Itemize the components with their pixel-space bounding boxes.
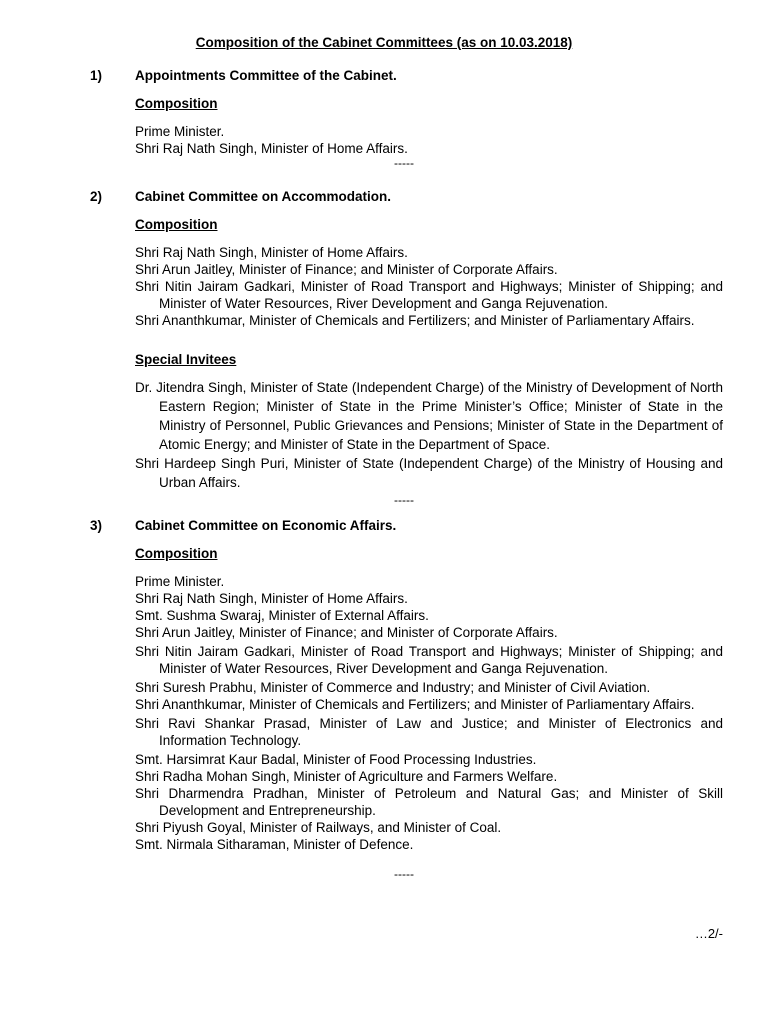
member-entry: Shri Arun Jaitley, Minister of Finance; and Minister of Corporate Affairs. bbox=[135, 625, 558, 640]
composition-label: Composition bbox=[135, 96, 218, 111]
member-entry: Smt. Nirmala Sitharaman, Minister of Defence. bbox=[135, 837, 414, 852]
member-entry: Smt. Sushma Swaraj, Minister of External Affairs. bbox=[135, 608, 429, 623]
member-entry: Shri Ananthkumar, Minister of Chemicals and Fertilizers; and Minister of Parliamentary Affairs. bbox=[135, 313, 695, 328]
member-entry: Smt. Harsimrat Kaur Badal, Minister of Food Processing Industries. bbox=[135, 752, 537, 767]
section-separator: ----- bbox=[394, 156, 414, 170]
section-separator: ----- bbox=[394, 867, 414, 881]
composition-label: Composition bbox=[135, 546, 218, 561]
invitee-entry: Shri Hardeep Singh Puri, Minister of State (Independent Charge) of the Ministry of Housing and Urban Affairs. bbox=[135, 456, 723, 490]
section-number: 1) bbox=[90, 68, 103, 83]
composition-label: Composition bbox=[135, 217, 218, 232]
section-number: 2) bbox=[90, 189, 103, 204]
special-invitees-label: Special Invitees bbox=[135, 352, 237, 367]
section-title: Appointments Committee of the Cabinet. bbox=[135, 68, 397, 83]
member-entry: Shri Ananthkumar, Minister of Chemicals and Fertilizers; and Minister of Parliamentary Affairs. bbox=[135, 697, 695, 712]
member-entry: Prime Minister. bbox=[135, 574, 225, 589]
member-entry: Prime Minister. bbox=[135, 124, 225, 139]
section-1-members bbox=[135, 123, 723, 157]
member-entry: Shri Arun Jaitley, Minister of Finance; and Minister of Corporate Affairs. bbox=[135, 262, 558, 277]
section-title: Cabinet Committee on Accommodation. bbox=[135, 189, 392, 204]
section-number: 3) bbox=[90, 518, 103, 533]
invitee-entry: Dr. Jitendra Singh, Minister of State (Independent Charge) of the Ministry of Development of North Eastern Region; Minister of State in the Prime Minister’s Office; Minister of State in the Ministry of Personnel, Public Grievances and Pensions; Minister of State in the Department of Atomic Energy; and Minister of State in the Department of Space. bbox=[135, 380, 723, 452]
section-separator: ----- bbox=[394, 493, 414, 507]
member-entry: Shri Dharmendra Pradhan, Minister of Petroleum and Natural Gas; and Minister of Skill Development and Entrepreneurship. bbox=[135, 786, 723, 818]
member-entry: Shri Nitin Jairam Gadkari, Minister of Road Transport and Highways; Minister of Shipping; and Minister of Water Resources, River Development and Ganga Rejuvenation. bbox=[135, 644, 723, 676]
member-entry: Shri Piyush Goyal, Minister of Railways, and Minister of Coal. bbox=[135, 820, 502, 835]
page-continuation: …2/- bbox=[694, 926, 723, 941]
section-2-invitees bbox=[135, 378, 723, 492]
member-entry: Shri Raj Nath Singh, Minister of Home Affairs. bbox=[135, 591, 408, 606]
section-3-members bbox=[135, 573, 723, 853]
member-entry: Shri Raj Nath Singh, Minister of Home Affairs. bbox=[135, 245, 408, 260]
section-title: Cabinet Committee on Economic Affairs. bbox=[135, 518, 397, 533]
member-entry: Shri Ravi Shankar Prasad, Minister of Law and Justice; and Minister of Electronics and Information Technology. bbox=[135, 716, 723, 748]
member-entry: Shri Raj Nath Singh, Minister of Home Affairs. bbox=[135, 141, 408, 156]
member-entry: Shri Radha Mohan Singh, Minister of Agriculture and Farmers Welfare. bbox=[135, 769, 558, 784]
member-entry: Shri Suresh Prabhu, Minister of Commerce and Industry; and Minister of Civil Aviation. bbox=[135, 680, 651, 695]
document-title: Composition of the Cabinet Committees (as on 10.03.2018) bbox=[195, 35, 573, 50]
section-2-members bbox=[135, 244, 723, 329]
member-entry: Shri Nitin Jairam Gadkari, Minister of Road Transport and Highways; Minister of Shipping; and Minister of Water Resources, River Development and Ganga Rejuvenation. bbox=[135, 279, 723, 311]
